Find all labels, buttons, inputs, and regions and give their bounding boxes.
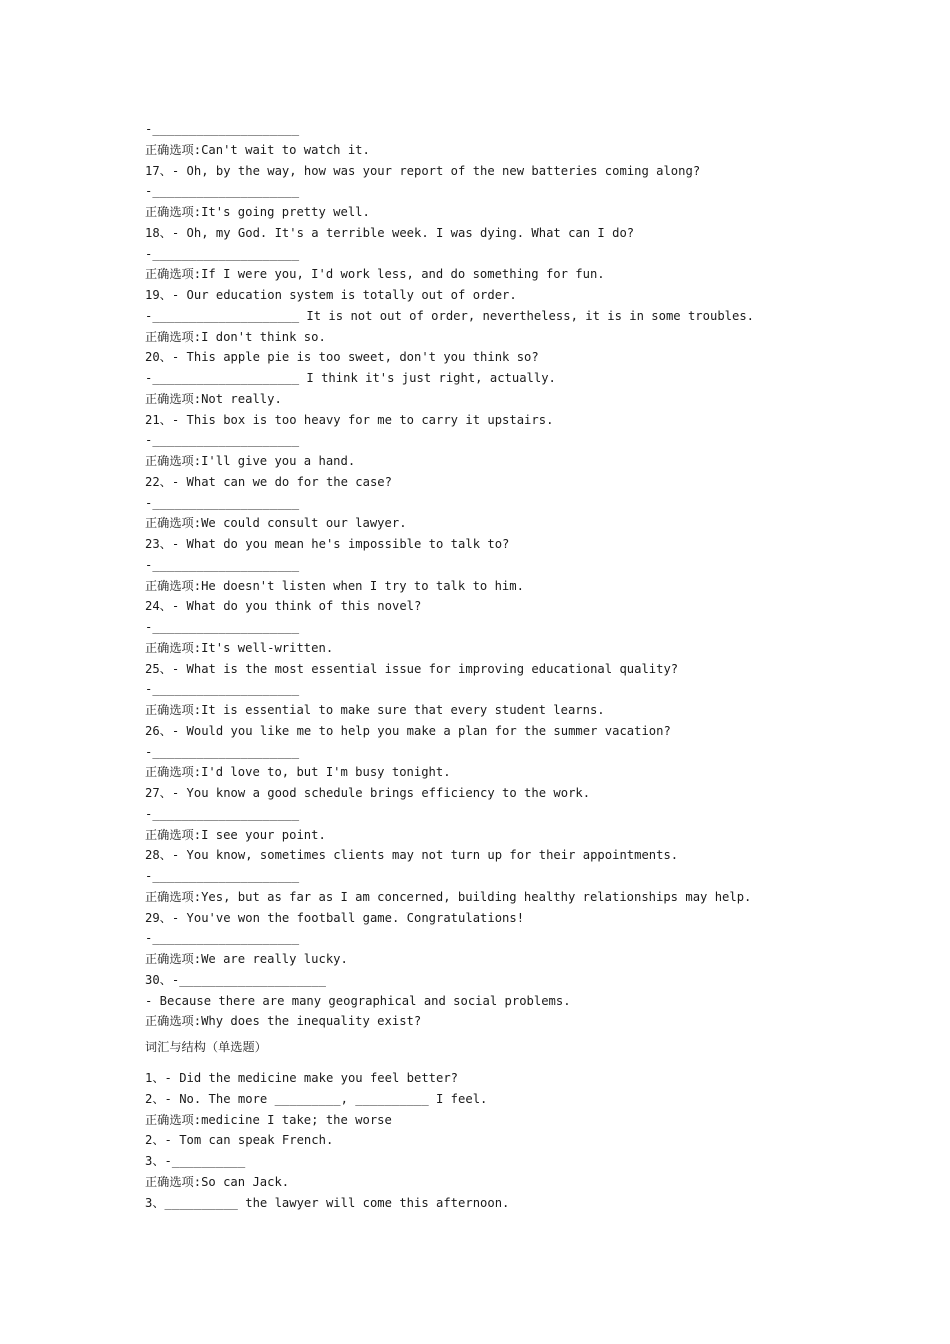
section-heading: 词汇与结构（单选题）: [145, 1040, 267, 1054]
text-line: -____________________: [145, 495, 300, 510]
text-line: 正确选项:I don't think so.: [145, 329, 326, 344]
question-list: [145, 119, 925, 1213]
text-line: 25、- What is the most essential issue for improving educational quality?: [145, 661, 679, 676]
text-line: 正确选项:It's well-written.: [145, 640, 334, 655]
text-line: 20、- This apple pie is too sweet, don't you think so?: [145, 350, 539, 365]
text-line: 23、- What do you mean he's impossible to talk to?: [145, 537, 510, 551]
text-line: - Because there are many geographical and social problems.: [145, 993, 571, 1008]
text-line: 正确选项:Can't wait to watch it.: [145, 142, 370, 157]
text-line: 正确选项:Yes, but as far as I am concerned, building healthy relationships may help.: [145, 889, 752, 904]
text-line: -____________________: [145, 433, 300, 448]
text-line: 24、- What do you think of this novel?: [145, 599, 422, 614]
text-line: 正确选项:If I were you, I'd work less, and do something for fun.: [145, 267, 605, 282]
text-line: -____________________: [145, 869, 300, 883]
text-line: 27、- You know a good schedule brings efficiency to the work.: [145, 786, 591, 800]
text-line: -____________________ I think it's just right, actually.: [145, 371, 556, 385]
text-line: 正确选项:It is essential to make sure that every student learns.: [145, 703, 605, 717]
text-line: -____________________: [145, 931, 300, 946]
text-line: -____________________: [145, 806, 300, 821]
text-line: 正确选项:It's going pretty well.: [145, 205, 370, 219]
text-line: 正确选项:I'll give you a hand.: [145, 454, 356, 468]
text-line: 21、- This box is too heavy for me to carry it upstairs.: [145, 412, 554, 427]
text-line: 正确选项:He doesn't listen when I try to talk to him.: [145, 578, 524, 593]
text-line: 1、- Did the medicine make you feel better?: [145, 1071, 459, 1085]
text-line: 26、- Would you like me to help you make a plan for the summer vacation?: [145, 723, 671, 738]
text-line: -____________________ It is not out of order, nevertheless, it is in some troubles.: [145, 308, 755, 323]
text-line: -____________________: [145, 557, 300, 572]
text-line: 正确选项:I see your point.: [145, 827, 326, 842]
text-line: 18、- Oh, my God. It's a terrible week. I was dying. What can I do?: [145, 225, 635, 240]
text-line: 29、- You've won the football game. Congratulations!: [145, 910, 525, 925]
text-line: 3、-__________: [145, 1154, 246, 1168]
text-line: 22、- What can we do for the case?: [145, 474, 392, 489]
text-line: -____________________: [145, 744, 300, 759]
text-line: 正确选项:We could consult our lawyer.: [145, 516, 407, 531]
text-line: -____________________: [145, 682, 300, 697]
text-line: 正确选项:Not really.: [145, 391, 282, 406]
text-line: 28、- You know, sometimes clients may not turn up for their appointments.: [145, 848, 679, 863]
text-line: 30、-____________________: [145, 972, 326, 987]
text-line: 2、- No. The more _________, __________ I feel.: [145, 1091, 488, 1106]
text-line: 2、- Tom can speak French.: [145, 1133, 334, 1148]
text-line: -____________________: [145, 122, 300, 136]
text-line: -____________________: [145, 620, 300, 634]
text-line: 正确选项:So can Jack.: [145, 1174, 290, 1189]
text-line: 17、- Oh, by the way, how was your report of the new batteries coming along?: [145, 163, 701, 178]
text-line: 正确选项:medicine I take; the worse: [145, 1112, 392, 1127]
text-line: 正确选项:I'd love to, but I'm busy tonight.: [145, 765, 451, 780]
text-line: -____________________: [145, 184, 300, 199]
text-line: 正确选项:Why does the inequality exist?: [145, 1014, 422, 1029]
text-line: 正确选项:We are really lucky.: [145, 952, 348, 966]
text-line: 19、- Our education system is totally out of order.: [145, 288, 517, 302]
text-line: -____________________: [145, 246, 300, 261]
text-line: 3、__________ the lawyer will come this afternoon.: [145, 1195, 510, 1210]
